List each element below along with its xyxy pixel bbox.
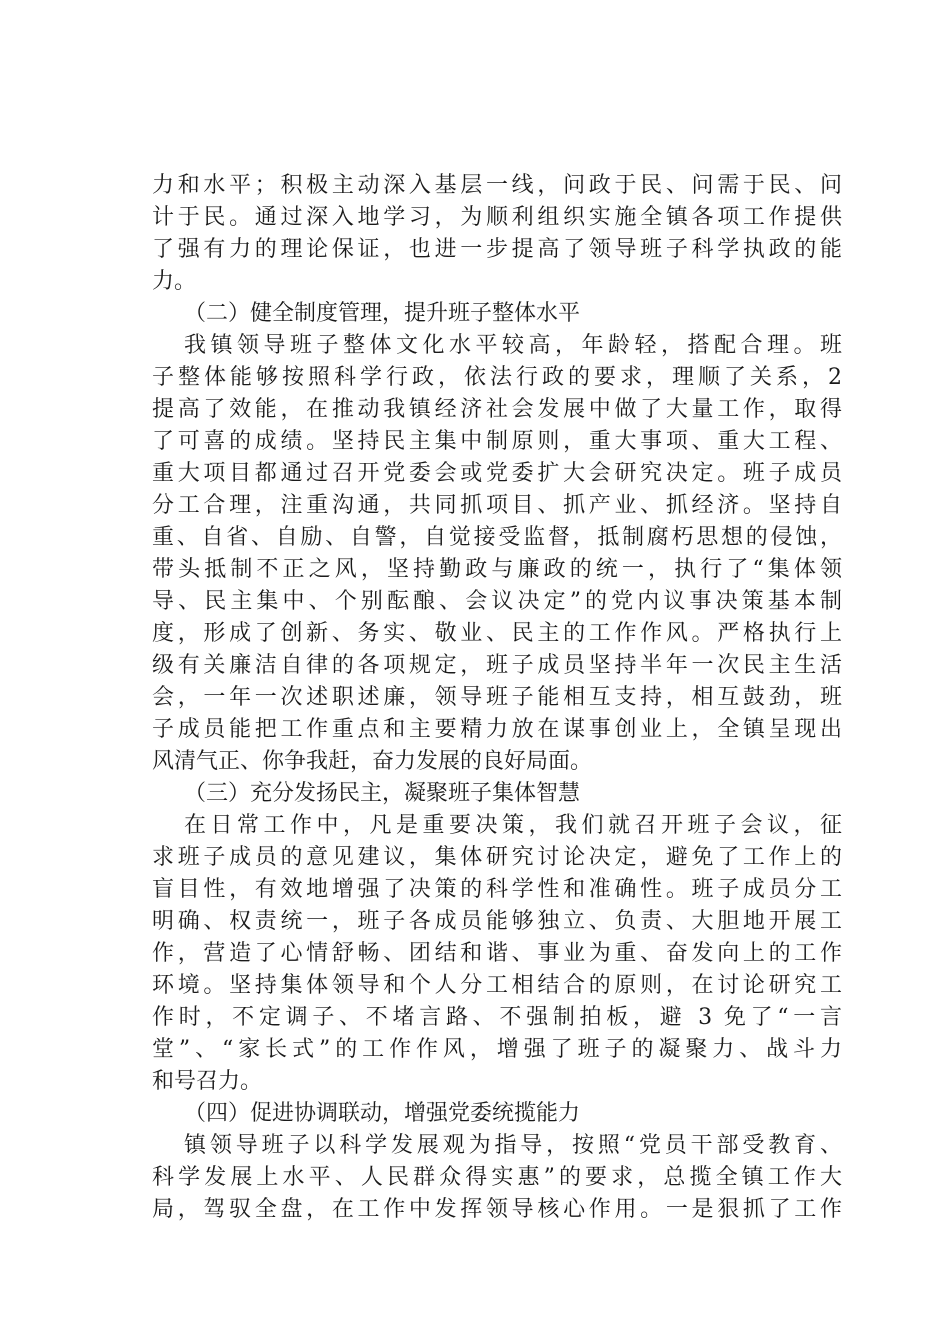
body-text-line: 局，驾驭全盘，在工作中发挥领导核心作用。一是狠抓了工作 bbox=[152, 1197, 842, 1222]
section-heading: （三）充分发扬民主，凝聚班子集体智慧 bbox=[184, 781, 581, 806]
body-text-line: 分工合理，注重沟通，共同抓项目、抓产业、抓经济。坚持自 bbox=[152, 493, 842, 518]
body-text-line: 力。 bbox=[152, 269, 197, 294]
paragraph-first-line: 我镇领导班子整体文化水平较高，年龄轻，搭配合理。班 bbox=[184, 333, 842, 358]
body-text-line: 和号召力。 bbox=[152, 1069, 263, 1094]
body-text-line: 重大项目都通过召开党委会或党委扩大会研究决定。班子成员 bbox=[152, 461, 842, 486]
body-text-line: 了可喜的成绩。坚持民主集中制原则，重大事项、重大工程、 bbox=[152, 429, 842, 454]
body-text-line: 级有关廉洁自律的各项规定，班子成员坚持半年一次民主生活 bbox=[152, 653, 842, 678]
paragraph-first-line: 在日常工作中，凡是重要决策，我们就召开班子会议，征 bbox=[184, 813, 842, 838]
body-text-line: 子整体能够按照科学行政，依法行政的要求，理顺了关系，2 bbox=[152, 365, 842, 390]
paragraph-first-line: 镇领导班子以科学发展观为指导，按照“党员干部受教育、 bbox=[184, 1133, 842, 1158]
body-text-line: 盲目性，有效地增强了决策的科学性和准确性。班子成员分工 bbox=[152, 877, 842, 902]
body-text-line: 作时，不定调子、不堵言路、不强制拍板，避 3 免了“一言 bbox=[152, 1005, 842, 1030]
body-text-line: 计于民。通过深入地学习，为顺利组织实施全镇各项工作提供 bbox=[152, 205, 842, 230]
body-text-line: 堂”、“家长式”的工作作风，增强了班子的凝聚力、战斗力 bbox=[152, 1037, 842, 1062]
body-text-line: 风清气正、你争我赶，奋力发展的良好局面。 bbox=[152, 749, 593, 774]
body-text-line: 求班子成员的意见建议，集体研究讨论决定，避免了工作上的 bbox=[152, 845, 842, 870]
body-text-line: 会，一年一次述职述廉，领导班子能相互支持，相互鼓劲，班 bbox=[152, 685, 842, 710]
body-text-line: 科学发展上水平、人民群众得实惠”的要求，总揽全镇工作大 bbox=[152, 1165, 842, 1190]
body-text-line: 子成员能把工作重点和主要精力放在谋事创业上，全镇呈现出 bbox=[152, 717, 842, 742]
body-text-line: 明确、权责统一，班子各成员能够独立、负责、大胆地开展工 bbox=[152, 909, 842, 934]
body-text-line: 环境。坚持集体领导和个人分工相结合的原则，在讨论研究工 bbox=[152, 973, 842, 998]
body-text-line: 重、自省、自励、自警，自觉接受监督，抵制腐朽思想的侵蚀， bbox=[152, 525, 842, 550]
section-heading: （四）促进协调联动，增强党委统揽能力 bbox=[184, 1101, 581, 1126]
body-text-line: 提高了效能，在推动我镇经济社会发展中做了大量工作，取得 bbox=[152, 397, 842, 422]
section-heading: （二）健全制度管理，提升班子整体水平 bbox=[184, 301, 581, 326]
body-text-line: 度，形成了创新、务实、敬业、民主的工作作风。严格执行上 bbox=[152, 621, 842, 646]
body-text-line: 了强有力的理论保证，也进一步提高了领导班子科学执政的能 bbox=[152, 237, 842, 262]
body-text-line: 导、民主集中、个别酝酿、会议决定”的党内议事决策基本制 bbox=[152, 589, 842, 614]
body-text-line: 带头抵制不正之风，坚持勤政与廉政的统一，执行了“集体领 bbox=[152, 557, 842, 582]
body-text-line: 力和水平；积极主动深入基层一线，问政于民、问需于民、问 bbox=[152, 173, 842, 198]
body-text-line: 作，营造了心情舒畅、团结和谐、事业为重、奋发向上的工作 bbox=[152, 941, 842, 966]
document-body bbox=[152, 170, 842, 1226]
